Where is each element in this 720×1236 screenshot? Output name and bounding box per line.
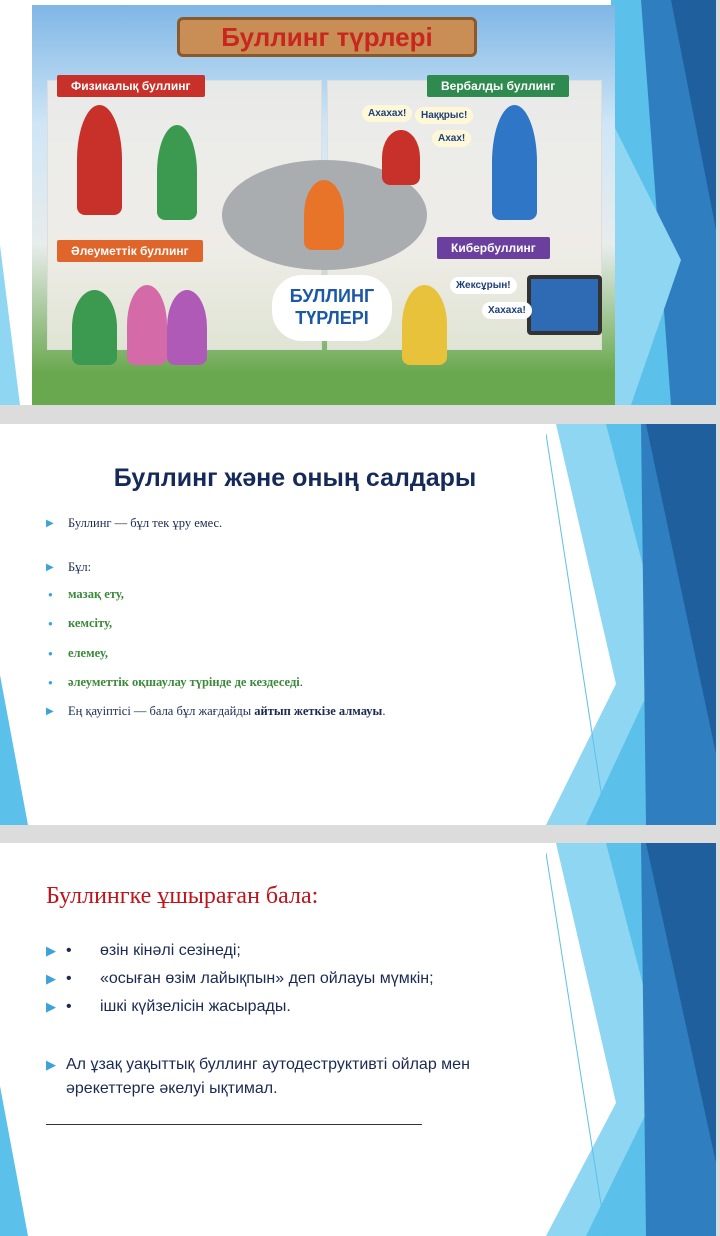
slide-2[interactable] xyxy=(0,424,716,825)
slide-title: Буллингке ұшыраған бала: xyxy=(46,883,319,909)
arrow-bullet-icon: ▶ xyxy=(46,1057,56,1072)
dot-bullet-icon: ● xyxy=(48,649,53,658)
bullet-item: ▶ Бұл: xyxy=(46,560,92,574)
bullet-item: ▶ Ал ұзақ уақыттық буллинг аутодеструктивті ойлар мен әрекеттерге әкелуі ықтимал. xyxy=(46,1053,470,1101)
blue-decoration-left xyxy=(0,675,30,825)
dot-bullet-icon: ● xyxy=(48,619,53,628)
dot-bullet-icon: ● xyxy=(48,678,53,687)
dot-bullet-icon: ● xyxy=(48,590,53,599)
illustration-title: Буллинг түрлері xyxy=(177,17,477,57)
computer-monitor-icon xyxy=(527,275,602,335)
slide-1[interactable] xyxy=(0,0,716,405)
speech-bubble: Жексұрын! xyxy=(450,277,517,294)
sub-item: ● мазақ ету, xyxy=(48,587,124,601)
ribbon-verbal: Вербалды буллинг xyxy=(427,75,569,97)
arrow-bullet-icon: ▶ xyxy=(46,943,56,958)
center-cloud-label xyxy=(272,275,392,341)
ribbon-physical: Физикалық буллинг xyxy=(57,75,205,97)
sub-item: ● әлеуметтік оқшаулау түрінде де кездеседі . xyxy=(48,675,303,689)
blue-decoration xyxy=(546,843,716,1236)
blue-decoration-left xyxy=(0,205,32,405)
bullet-item: ▶ Буллинг — бұл тек ұру емес. xyxy=(46,516,223,530)
speech-bubble: Ахахах! xyxy=(362,105,412,122)
arrow-bullet-icon: ▶ xyxy=(46,971,56,986)
speech-bubble: Наққрыс! xyxy=(415,107,473,124)
ribbon-cyber: Кибербуллинг xyxy=(437,237,550,259)
sub-item: ● кемсіту, xyxy=(48,616,113,630)
blue-decoration xyxy=(611,0,716,405)
speech-bubble: Хахаха! xyxy=(482,302,532,319)
center-label-line2: ТҮРЛЕРІ xyxy=(295,308,369,328)
bullet-item: ▶ • ішкі күйзелісін жасырады. xyxy=(46,995,291,1019)
sub-item: ● елемеу, xyxy=(48,646,108,660)
bullying-types-illustration xyxy=(32,5,615,405)
ribbon-social: Әлеуметтік буллинг xyxy=(57,240,203,262)
arrow-bullet-icon: ▶ xyxy=(46,999,56,1014)
bullet-item: ▶ Ең қауіптісі — бала бұл жағдайды айтып жеткізе алмауы . xyxy=(46,704,386,718)
arrow-bullet-icon: ▶ xyxy=(46,706,54,717)
bullet-item: ▶ • өзін кінәлі сезінеді; xyxy=(46,939,241,963)
center-label-line1: БУЛЛИНГ xyxy=(289,286,375,306)
speech-bubble: Ахах! xyxy=(432,130,471,147)
slide-3[interactable] xyxy=(0,843,716,1236)
bullet-item: ▶ • «осыған өзім лайықпын» деп ойлауы мүмкін; xyxy=(46,967,434,991)
slide-title: Буллинг және оның салдары xyxy=(113,464,477,492)
arrow-bullet-icon: ▶ xyxy=(46,562,54,573)
arrow-bullet-icon: ▶ xyxy=(46,518,54,529)
blue-decoration-left xyxy=(0,1086,30,1236)
divider-line xyxy=(46,1124,422,1125)
